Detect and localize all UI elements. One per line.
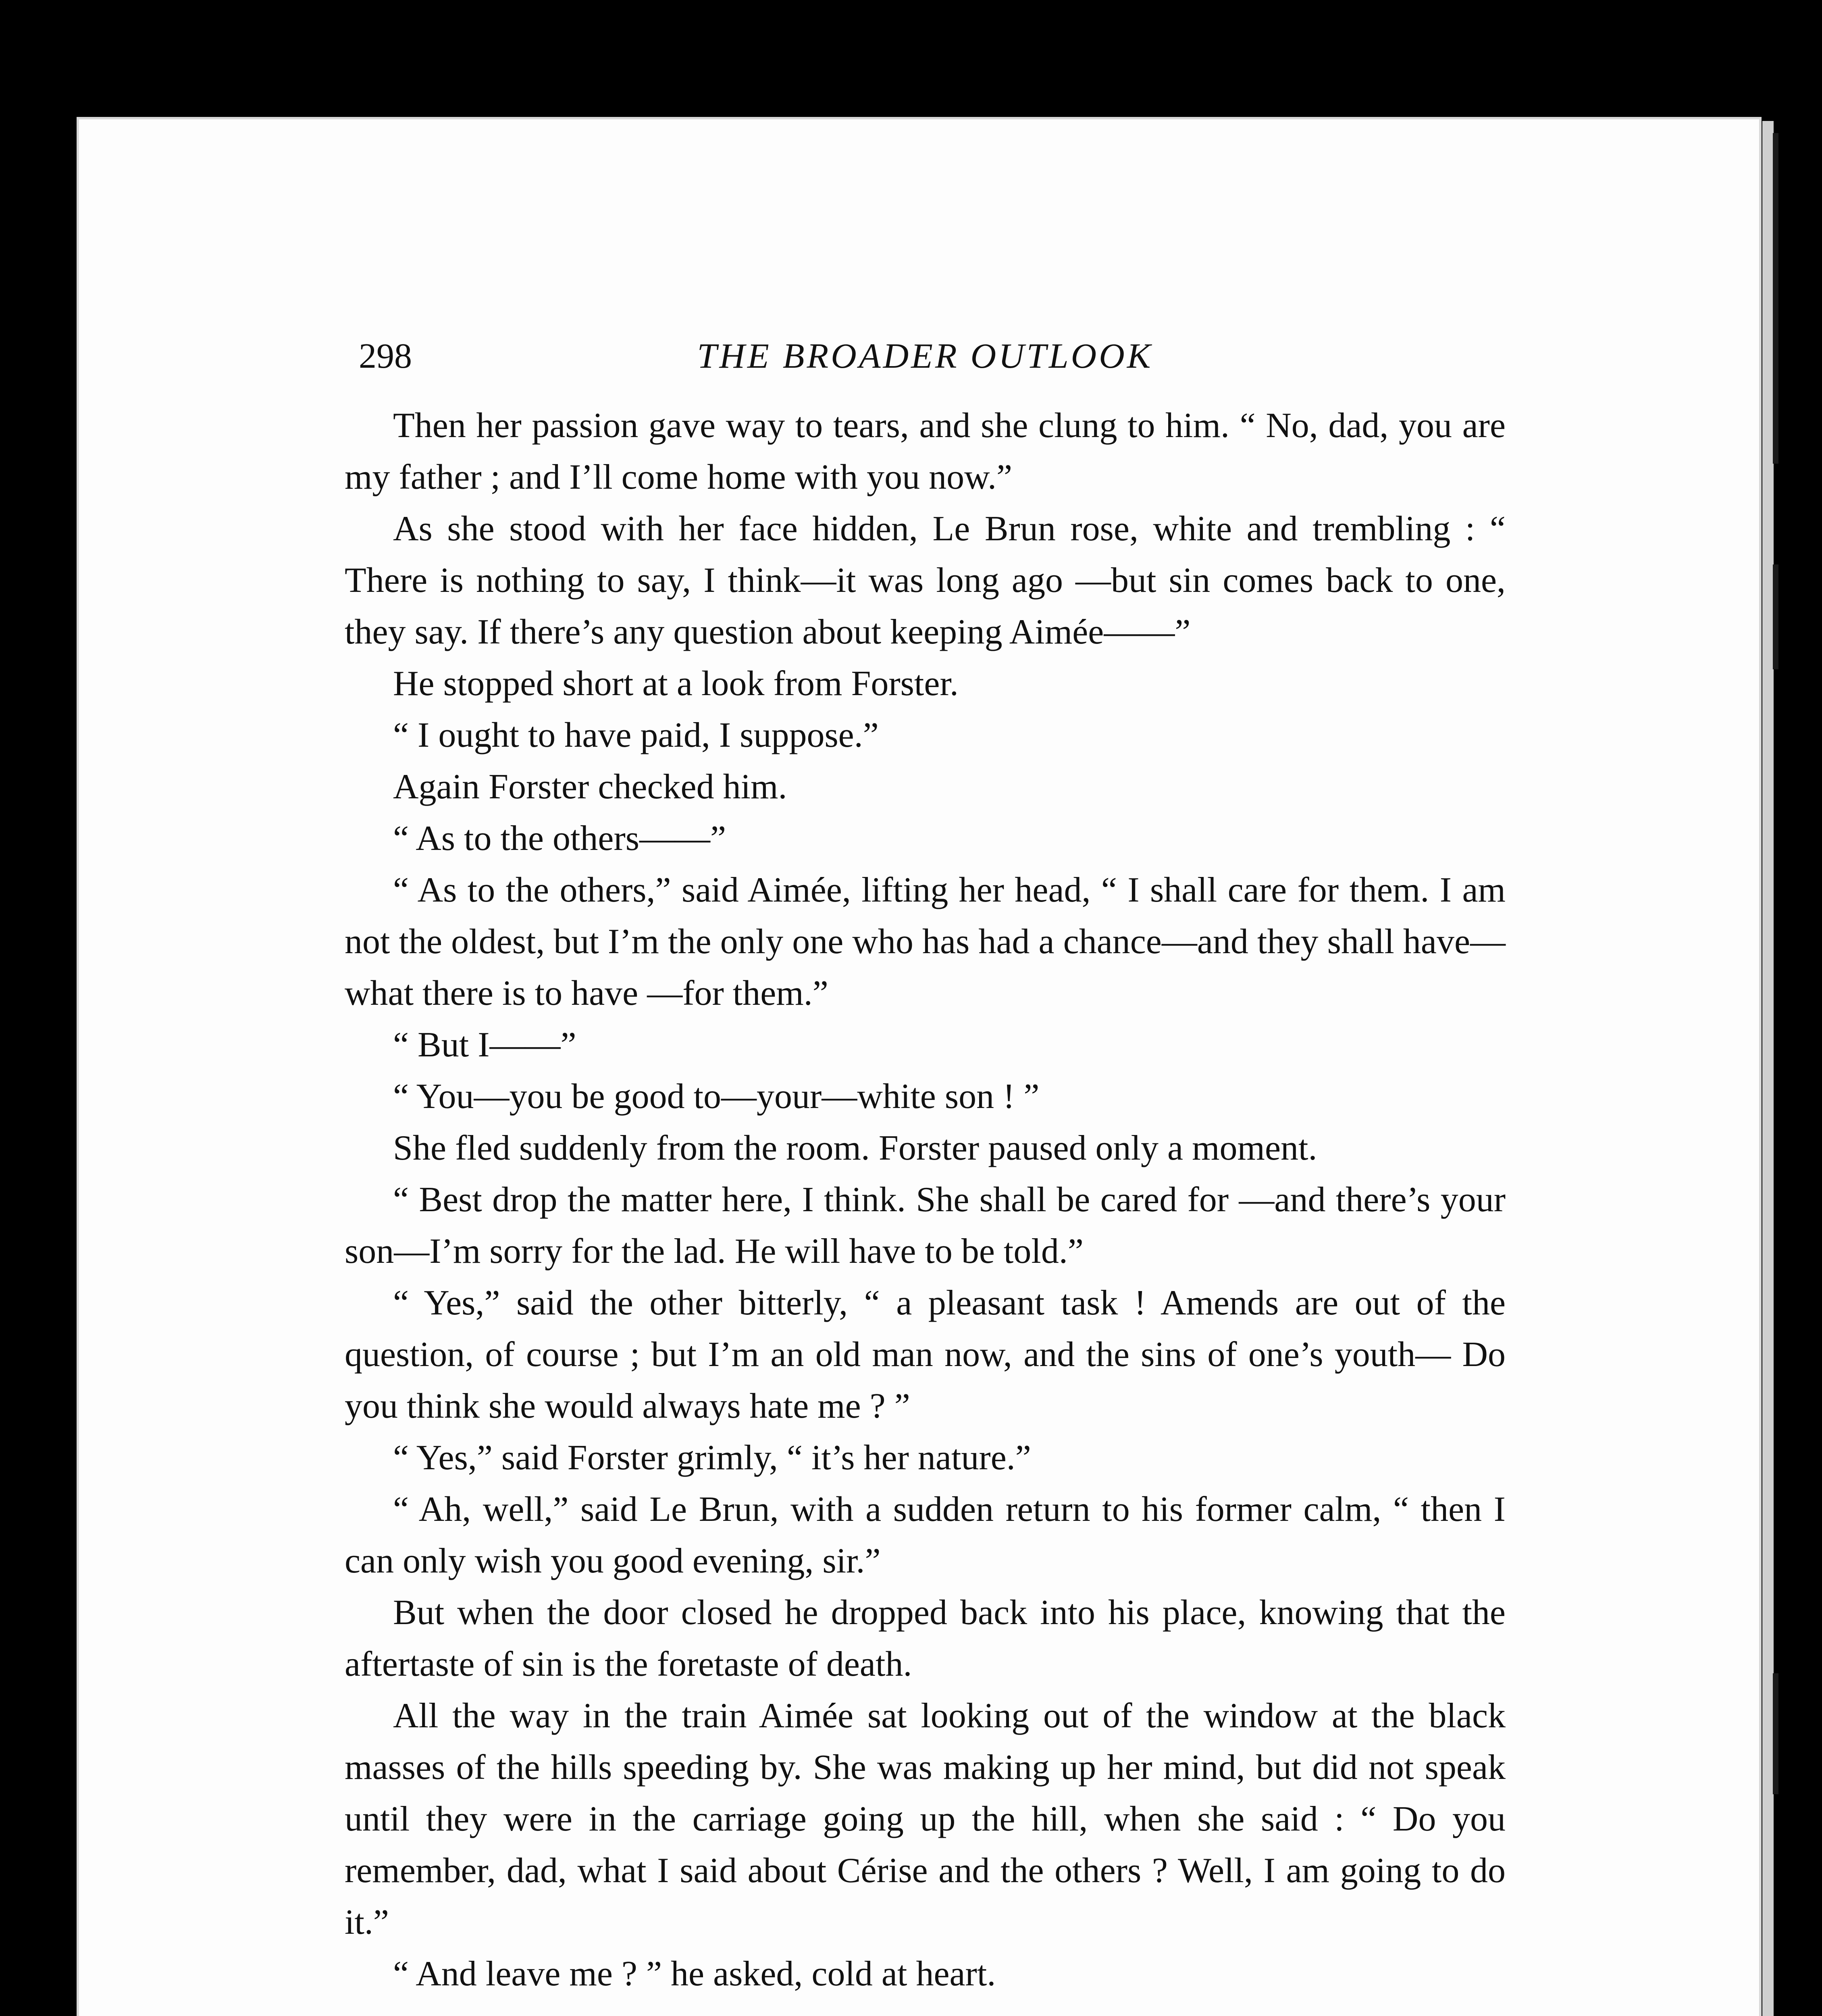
running-head <box>345 331 1506 391</box>
paragraph: “ Ah, well,” said Le Brun, with a sudden return to his former calm, “ then I can only wish you good evening, sir.” <box>345 1490 1506 1581</box>
paragraph: “ You—you be good to—your—white son ! ” <box>393 1077 1040 1116</box>
paragraph: “ I ought to have paid, I suppose.” <box>393 716 879 755</box>
paragraph: All the way in the train Aimée sat looking out of the window at the black masses of the hills speeding by. She was making up her mind, but did not speak until they were in the carriage going up the hill, when she said : “ Do you remember, dad, what I said about Cérise and the others ? Well, I am going to do it.” <box>345 1696 1506 1942</box>
paragraph: “ But I——” <box>393 1025 576 1064</box>
paragraph: As she stood with her face hidden, Le Brun rose, white and trembling : “ There is nothing to say, I think—it was long ago —but sin comes back to one, they say. If there’s any question about keeping Aimée——” <box>345 509 1506 652</box>
page-edge <box>1762 121 1774 2016</box>
paragraph: “ As to the others——” <box>393 819 726 858</box>
paragraph: Again Forster checked him. <box>393 767 787 806</box>
paragraph: Then her passion gave way to tears, and she clung to him. “ No, dad, you are my father ; and I’ll come home with you now.” <box>345 406 1506 497</box>
paragraph: “ Yes,” said Forster grimly, “ it’s her nature.” <box>393 1438 1031 1477</box>
page-number: 298 <box>359 337 412 376</box>
paragraph: He stopped short at a look from Forster. <box>393 664 959 703</box>
binding-shadow <box>1773 564 1778 669</box>
paragraph: “ And leave me ? ” he asked, cold at heart. <box>393 1954 996 1993</box>
binding-shadow <box>1773 1673 1778 1794</box>
paragraph: “ As to the others,” said Aimée, lifting her head, “ I shall care for them. I am not the oldest, but I’m the only one who has had a chance—and they shall have—what there is to have —for them.” <box>345 871 1506 1013</box>
running-title: THE BROADER OUTLOOK <box>697 337 1153 376</box>
binding-shadow <box>1773 133 1778 464</box>
page-text <box>345 331 1506 2000</box>
paragraph: “ Best drop the matter here, I think. She shall be cared for —and there’s your son—I’m sorry for the lad. He will have to be told.” <box>345 1180 1506 1271</box>
paragraph: But when the door closed he dropped back into his place, knowing that the aftertaste of sin is the foretaste of death. <box>345 1593 1506 1684</box>
paragraph: “ Yes,” said the other bitterly, “ a pleasant task ! Amends are out of the question, of course ; but I’m an old man now, and the sins of one’s youth— Do you think she would always hate me ? ” <box>345 1283 1506 1426</box>
paragraph: She fled suddenly from the room. Forster paused only a moment. <box>393 1129 1317 1168</box>
